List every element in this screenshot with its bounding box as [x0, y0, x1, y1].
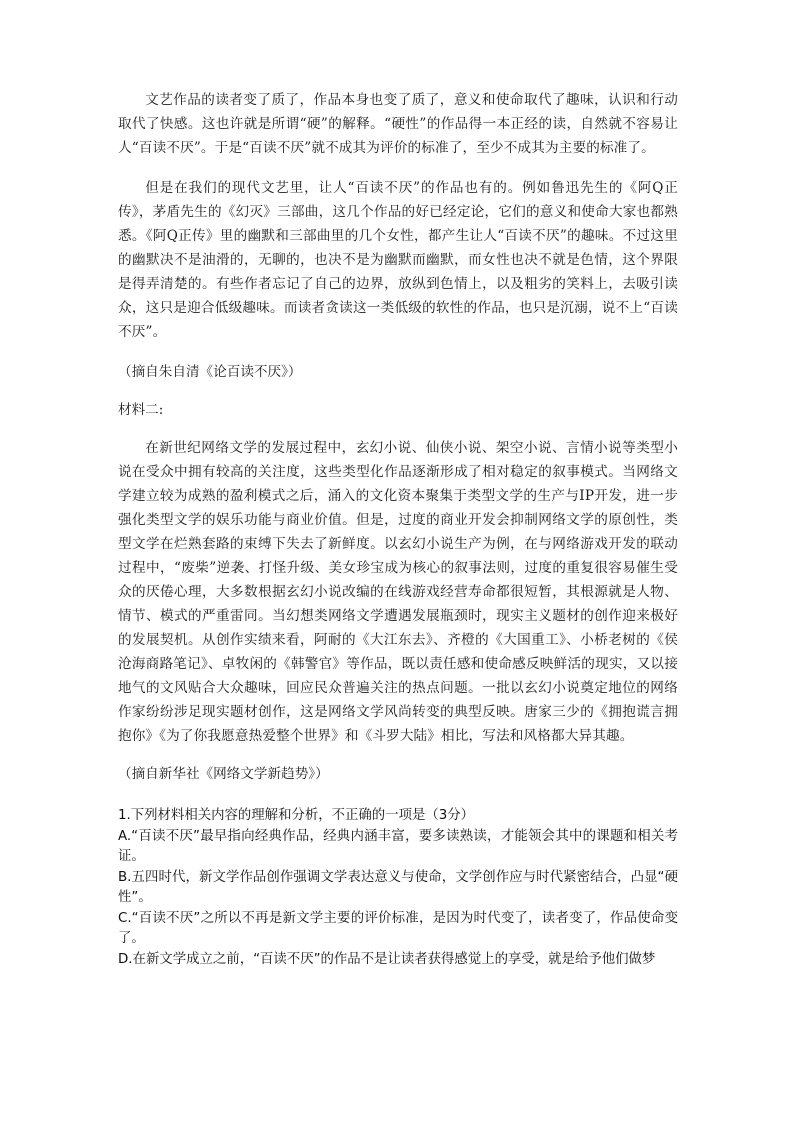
question-option-c: C.“百读不厌”之所以不再是新文学主要的评价标准，是因为时代变了，读者变了，作品使命变了。: [118, 910, 678, 946]
passage-paragraph-2: 但是在我们的现代文艺里，让人“百读不厌”的作品也有的。例如鲁迅先生的《阿Q正传》，茅盾先生的《幻灭》三部曲，这几个作品的好已经定论，它们的意义和使命大家也都熟悉。《阿Q正传》里的幽默和三部曲里的几个女性，都产生让人“百读不厌”的趣味。不过这里的幽默决不是油滑的，无聊的，也决不是为幽默而幽默，而女性也决不就是色情，这个界限是得弄清楚的。有些作者忘记了自己的边界，放纵到色情上，以及粗劣的笑料上，去吸引读众，这只是迎合低级趣味。而读者贪读这一类低级的软性的作品，也只是沉溺，说不上“百读不厌”。: [118, 180, 678, 340]
question-1: [118, 806, 678, 970]
passage-paragraph-1: 文艺作品的读者变了质了，作品本身也变了质了，意义和使命取代了趣味，认识和行动取代了快感。这也许就是所谓“硬”的解释。“硬性”的作品得一本正经的读，自然就不容易让人“百读不厌”。于是“百读不厌”就不成其为评价的标准了，至少不成其为主要的标准了。: [118, 92, 678, 156]
question-option-b: B.五四时代，新文学作品创作强调文学表达意义与使命，文学创作应与时代紧密结合，凸显“硬性”。: [118, 869, 678, 905]
question-stem: 1.下列材料相关内容的理解和分析，不正确的一项是（3分）: [118, 808, 475, 823]
passage-paragraph-3: 在新世纪网络文学的发展过程中，玄幻小说、仙侠小说、架空小说、言情小说等类型小说在受众中拥有较高的关注度，这些类型化作品逐渐形成了相对稳定的叙事模式。当网络文学建立较为成熟的盈利模式之后，涌入的文化资本聚集于类型文学的生产与IP开发，进一步强化类型文学的娱乐功能与商业价值。但是，过度的商业开发会抑制网络文学的原创性，类型文学在烂熟套路的束缚下失去了新鲜度。以玄幻小说生产为例，在与网络游戏开发的联动过程中，“废柴”逆袭、打怪升级、美女珍宝成为核心的叙事法则，过度的重复很容易催生受众的厌倦心理，大多数根据玄幻小说改编的在线游戏经营寿命都很短暂，其根源就是人物、情节、模式的严重雷同。当幻想类网络文学遭遇发展瓶颈时，现实主义题材的创作迎来极好的发展契机。从创作实绩来看，阿耐的《大江东去》、齐橙的《大国重工》、小桥老树的《侯沧海商路笔记》、卓牧闲的《韩警官》等作品，既以责任感和使命感反映鲜活的现实，又以接地气的文风贴合大众趣味，回应民众普遍关注的热点问题。一批以玄幻小说奠定地位的网络作家纷纷涉足现实题材创作，这是网络文学风尚转变的典型反映。唐家三少的《拥抱谎言拥抱你》《为了你我愿意热爱整个世界》和《斗罗大陆》相比，写法和风格都大异其趣。: [118, 440, 678, 744]
question-option-d: D.在新文学成立之前，“百读不厌”的作品不是让读者获得感觉上的享受，就是给予他们做梦: [118, 951, 656, 967]
passage-attribution-2: （摘自新华社《网络文学新趋势》）: [118, 766, 329, 782]
passage-attribution-1: （摘自朱自清《论百读不厌》）: [118, 364, 302, 380]
document-page: [118, 88, 678, 970]
question-option-a: A.“百读不厌”最早指向经典作品，经典内涵丰富，要多读熟读，才能领会其中的课题和相关考证。: [118, 828, 678, 864]
material-two-label: 材料二:: [118, 402, 164, 418]
